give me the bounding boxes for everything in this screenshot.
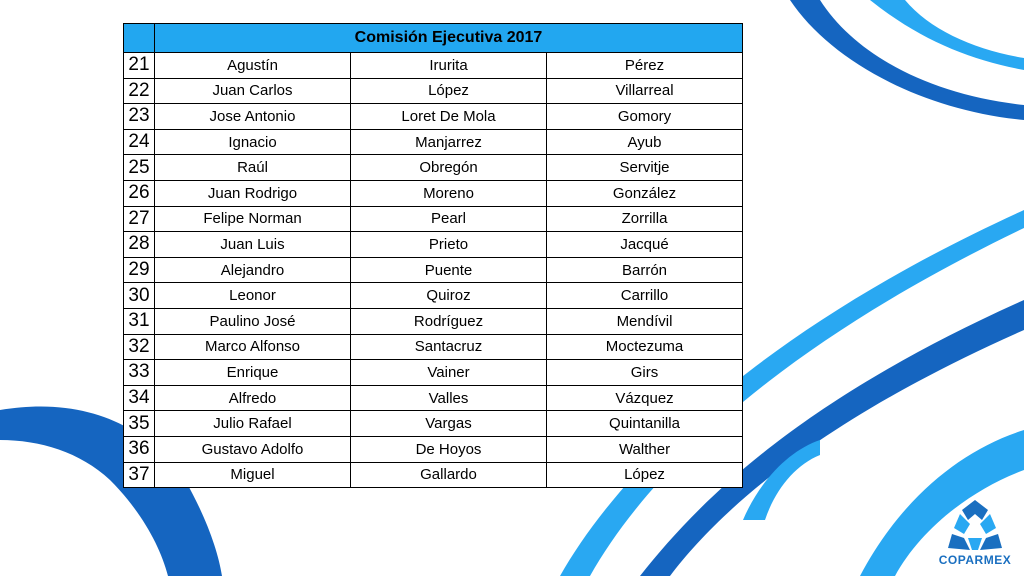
second-last-name-cell: Quintanilla: [547, 411, 743, 437]
last-name-cell: Irurita: [351, 53, 547, 79]
row-number: 23: [124, 104, 155, 130]
last-name-cell: Valles: [351, 385, 547, 411]
coparmex-logo: [930, 498, 1020, 572]
last-name-cell: Vainer: [351, 360, 547, 386]
first-name-cell: Juan Luis: [155, 232, 351, 258]
row-number: 34: [124, 385, 155, 411]
table-row: [124, 308, 743, 334]
second-last-name-cell: Barrón: [547, 257, 743, 283]
row-number: 22: [124, 78, 155, 104]
last-name-cell: Puente: [351, 257, 547, 283]
row-number: 21: [124, 53, 155, 79]
first-name-cell: Agustín: [155, 53, 351, 79]
table-row: [124, 283, 743, 309]
row-number: 33: [124, 360, 155, 386]
first-name-cell: Miguel: [155, 462, 351, 488]
second-last-name-cell: Zorrilla: [547, 206, 743, 232]
commission-table: [123, 23, 743, 488]
first-name-cell: Felipe Norman: [155, 206, 351, 232]
first-name-cell: Jose Antonio: [155, 104, 351, 130]
second-last-name-cell: Vázquez: [547, 385, 743, 411]
row-number: 25: [124, 155, 155, 181]
table-title: Comisión Ejecutiva 2017: [155, 24, 743, 53]
last-name-cell: Santacruz: [351, 334, 547, 360]
row-number: 36: [124, 436, 155, 462]
row-number: 35: [124, 411, 155, 437]
second-last-name-cell: Gomory: [547, 104, 743, 130]
first-name-cell: Gustavo Adolfo: [155, 436, 351, 462]
row-number: 28: [124, 232, 155, 258]
table-row: [124, 385, 743, 411]
second-last-name-cell: Moctezuma: [547, 334, 743, 360]
last-name-cell: Obregón: [351, 155, 547, 181]
first-name-cell: Raúl: [155, 155, 351, 181]
last-name-cell: Gallardo: [351, 462, 547, 488]
first-name-cell: Paulino José: [155, 308, 351, 334]
second-last-name-cell: González: [547, 180, 743, 206]
table-row: [124, 334, 743, 360]
first-name-cell: Julio Rafael: [155, 411, 351, 437]
first-name-cell: Marco Alfonso: [155, 334, 351, 360]
first-name-cell: Alfredo: [155, 385, 351, 411]
row-number: 26: [124, 180, 155, 206]
last-name-cell: Manjarrez: [351, 129, 547, 155]
header-blank-cell: [124, 24, 155, 53]
first-name-cell: Alejandro: [155, 257, 351, 283]
second-last-name-cell: Villarreal: [547, 78, 743, 104]
second-last-name-cell: Mendívil: [547, 308, 743, 334]
table-row: [124, 155, 743, 181]
first-name-cell: Ignacio: [155, 129, 351, 155]
table-header-row: [124, 24, 743, 53]
coparmex-wordmark: COPARMEX: [938, 553, 1012, 567]
table-row: [124, 129, 743, 155]
row-number: 37: [124, 462, 155, 488]
table-row: [124, 436, 743, 462]
first-name-cell: Enrique: [155, 360, 351, 386]
table-row: [124, 360, 743, 386]
table-row: [124, 53, 743, 79]
second-last-name-cell: Servitje: [547, 155, 743, 181]
first-name-cell: Leonor: [155, 283, 351, 309]
second-last-name-cell: Girs: [547, 360, 743, 386]
row-number: 29: [124, 257, 155, 283]
row-number: 32: [124, 334, 155, 360]
table-row: [124, 78, 743, 104]
last-name-cell: Vargas: [351, 411, 547, 437]
row-number: 30: [124, 283, 155, 309]
last-name-cell: De Hoyos: [351, 436, 547, 462]
table-row: [124, 257, 743, 283]
last-name-cell: Loret De Mola: [351, 104, 547, 130]
second-last-name-cell: Walther: [547, 436, 743, 462]
second-last-name-cell: Carrillo: [547, 283, 743, 309]
table-row: [124, 206, 743, 232]
row-number: 27: [124, 206, 155, 232]
second-last-name-cell: Pérez: [547, 53, 743, 79]
row-number: 24: [124, 129, 155, 155]
row-number: 31: [124, 308, 155, 334]
coparmex-logo-icon: [944, 498, 1006, 554]
table-row: [124, 104, 743, 130]
last-name-cell: Moreno: [351, 180, 547, 206]
table-row: [124, 462, 743, 488]
table-row: [124, 180, 743, 206]
second-last-name-cell: López: [547, 462, 743, 488]
last-name-cell: Pearl: [351, 206, 547, 232]
last-name-cell: Prieto: [351, 232, 547, 258]
second-last-name-cell: Jacqué: [547, 232, 743, 258]
last-name-cell: Rodríguez: [351, 308, 547, 334]
last-name-cell: López: [351, 78, 547, 104]
first-name-cell: Juan Carlos: [155, 78, 351, 104]
last-name-cell: Quiroz: [351, 283, 547, 309]
first-name-cell: Juan Rodrigo: [155, 180, 351, 206]
second-last-name-cell: Ayub: [547, 129, 743, 155]
table-row: [124, 411, 743, 437]
table-row: [124, 232, 743, 258]
